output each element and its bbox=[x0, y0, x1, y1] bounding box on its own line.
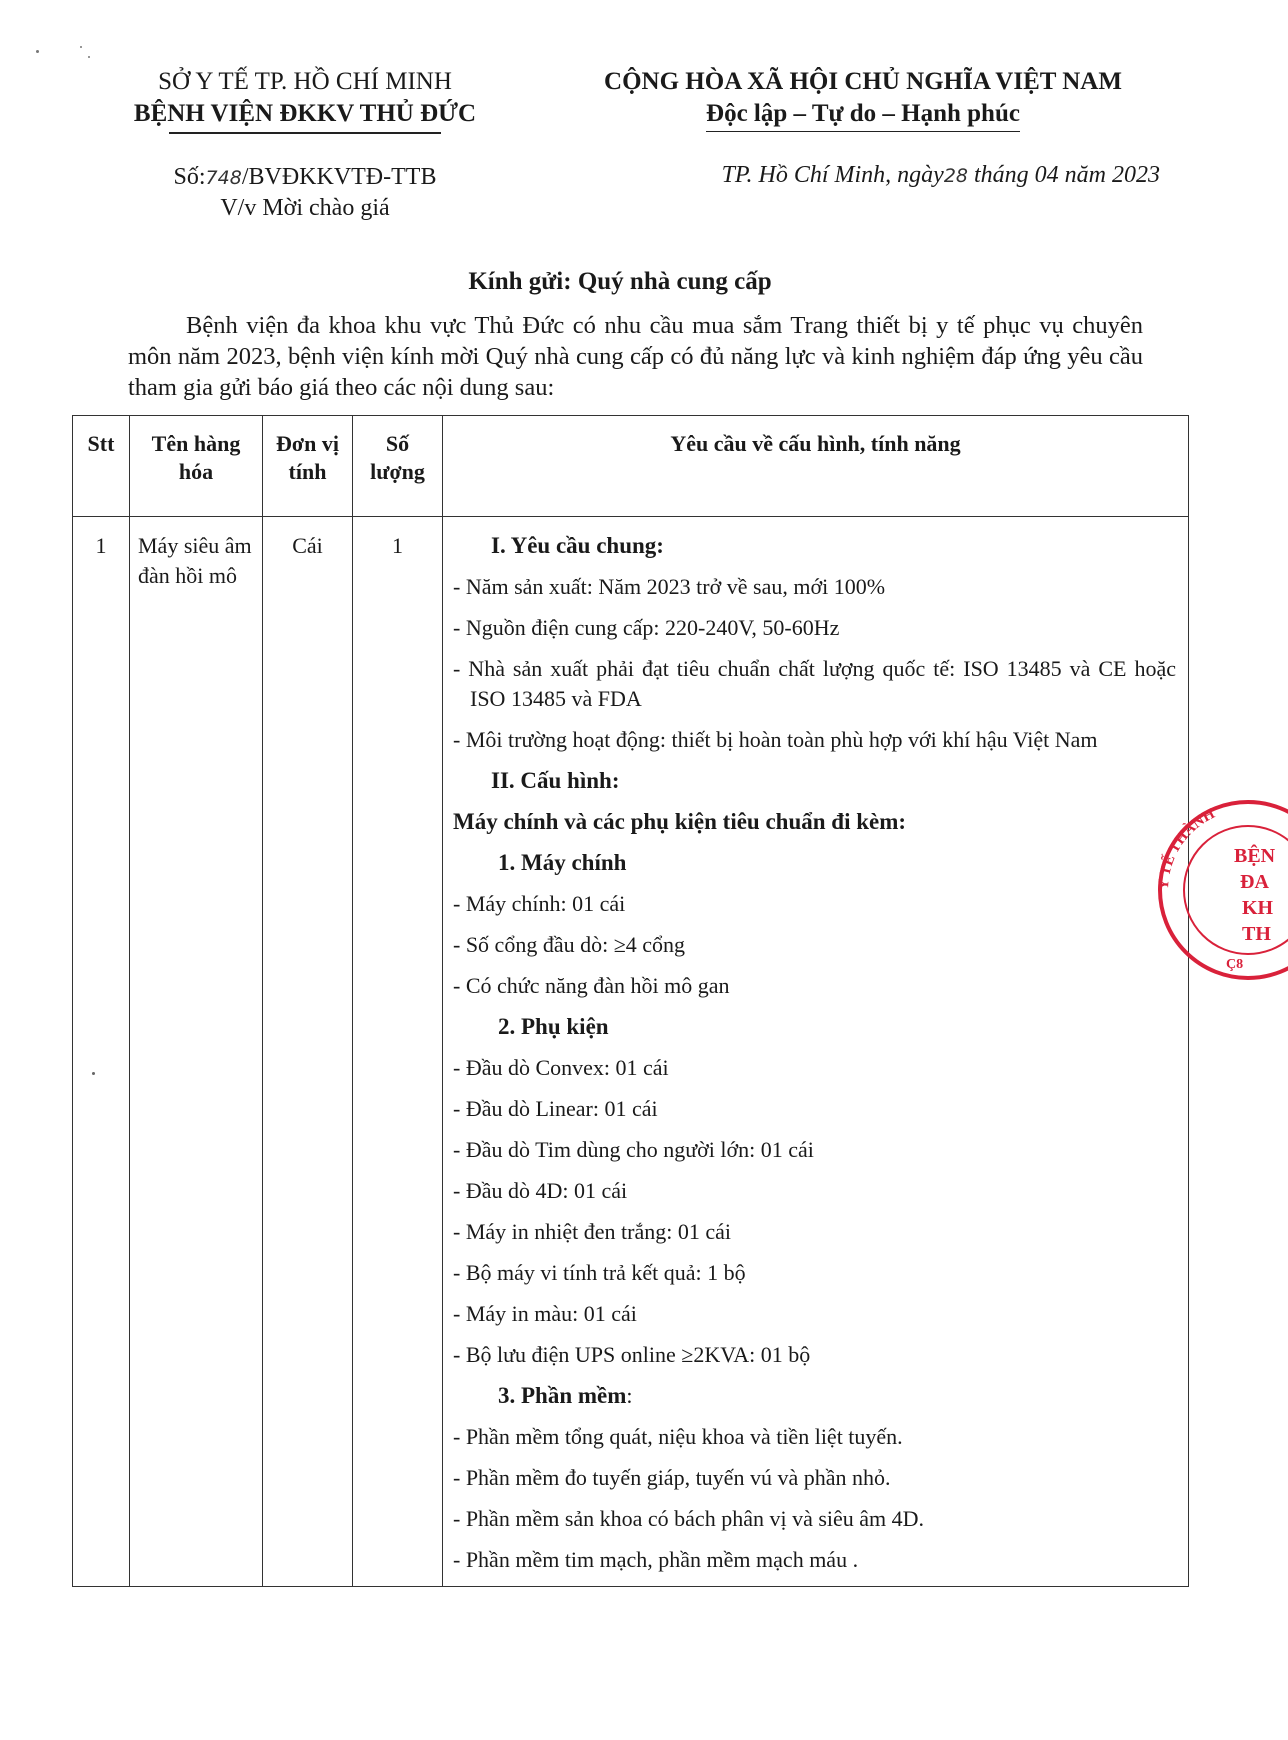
table-row bbox=[73, 517, 1189, 1587]
col-header-stt: Stt bbox=[73, 416, 130, 517]
national-title: CỘNG HÒA XÃ HỘI CHỦ NGHĨA VIỆT NAM bbox=[604, 68, 1122, 95]
stamp-bottom-text: Ç8 bbox=[1226, 957, 1244, 972]
hospital-name: BỆNH VIỆN ĐKKV THỦ ĐỨC bbox=[133, 100, 477, 127]
cell-qty: 1 bbox=[353, 517, 443, 1587]
spec-item: - Bộ lưu điện UPS online ≥2KVA: 01 bộ bbox=[453, 1342, 811, 1367]
spec-item: - Nguồn điện cung cấp: 220-240V, 50-60Hz bbox=[453, 615, 840, 640]
header-left-underline bbox=[169, 132, 441, 134]
salutation: Kính gửi: Quý nhà cung cấp bbox=[468, 268, 772, 295]
national-motto: Độc lập – Tự do – Hạnh phúc bbox=[706, 98, 1020, 132]
date-before: TP. Hồ Chí Minh, ngày bbox=[721, 162, 944, 188]
spec-item: - Máy in màu: 01 cái bbox=[453, 1301, 637, 1326]
intro-paragraph: Bệnh viện đa khoa khu vực Thủ Đức có nhu cầu mua sắm Trang thiết bị y tế phục vụ chuyên môn năm 2023, bệnh viện kính mời Quý nhà cung cấp có đủ năng lực và kinh nghiệm đáp ứng yêu cầu tham gia gửi báo giá theo các nội dung sau: bbox=[128, 312, 1143, 401]
spec-item: - Nhà sản xuất phải đạt tiêu chuẩn chất lượng quốc tế: ISO 13485 và CE hoặc ISO 13485 và FDA bbox=[453, 656, 1176, 711]
stamp-center-line: BỆN bbox=[1234, 845, 1276, 867]
spec-item: - Phần mềm sản khoa có bách phân vị và siêu âm 4D. bbox=[453, 1506, 925, 1531]
col-header-spec: Yêu cầu về cấu hình, tính năng bbox=[443, 416, 1189, 517]
doc-number-suffix: /BVĐKKVTĐ-TTB bbox=[241, 164, 437, 190]
spec-section-general: I. Yêu cầu chung: bbox=[491, 533, 664, 558]
spec-item: - Có chức năng đàn hồi mô gan bbox=[453, 973, 730, 998]
doc-subject: V/v Mời chào giá bbox=[220, 195, 390, 221]
doc-number-prefix: Số: bbox=[173, 164, 206, 190]
scan-speck bbox=[36, 50, 39, 53]
spec-item: - Phần mềm tổng quát, niệu khoa và tiền liệt tuyến. bbox=[453, 1424, 903, 1449]
spec-item: - Máy chính: 01 cái bbox=[453, 891, 626, 916]
date-after: tháng 04 năm 2023 bbox=[974, 162, 1160, 188]
stamp-ring-text bbox=[1156, 806, 1218, 891]
col-header-unit: Đơn vị tính bbox=[263, 416, 353, 517]
col-header-name: Tên hàng hóa bbox=[130, 416, 263, 517]
spec-item: - Máy in nhiệt đen trắng: 01 cái bbox=[453, 1219, 731, 1244]
col-header-qty: Số lượng bbox=[353, 416, 443, 517]
spec-sub-software-colon: : bbox=[626, 1383, 633, 1408]
scan-speck bbox=[80, 46, 82, 48]
date-day-handwritten: 28 bbox=[943, 165, 968, 187]
spec-item: - Đầu dò Convex: 01 cái bbox=[453, 1055, 669, 1080]
stamp-ring-textpath: Y TẾ THÀNH bbox=[1155, 805, 1218, 891]
spec-item: - Đầu dò 4D: 01 cái bbox=[453, 1178, 628, 1203]
doc-reference bbox=[95, 162, 515, 223]
stamp-center-line: KH bbox=[1242, 897, 1274, 919]
spec-item: - Năm sản xuất: Năm 2023 trở về sau, mới 100% bbox=[453, 574, 886, 599]
spec-item: - Đầu dò Linear: 01 cái bbox=[453, 1096, 658, 1121]
spec-item: - Số cổng đầu dò: ≥4 cổng bbox=[453, 932, 686, 957]
scan-speck bbox=[92, 1072, 95, 1075]
spec-item: - Bộ máy vi tính trả kết quả: 1 bộ bbox=[453, 1260, 746, 1285]
cell-stt: 1 bbox=[73, 517, 130, 1587]
hospital-seal-stamp bbox=[1148, 790, 1288, 990]
cell-unit: Cái bbox=[263, 517, 353, 1587]
stamp-center-line: TH bbox=[1242, 923, 1271, 945]
header-left bbox=[95, 66, 515, 134]
cell-spec bbox=[443, 517, 1189, 1587]
spec-item: - Môi trường hoạt động: thiết bị hoàn toàn phù hợp với khí hậu Việt Nam bbox=[453, 727, 1098, 752]
spec-table bbox=[72, 415, 1189, 1587]
table-header-row bbox=[73, 416, 1189, 517]
spec-sub-accessories: 2. Phụ kiện bbox=[498, 1014, 609, 1039]
spec-config-subtitle: Máy chính và các phụ kiện tiêu chuẩn đi kèm: bbox=[453, 809, 907, 834]
spec-item: - Phần mềm đo tuyến giáp, tuyến vú và phần nhỏ. bbox=[453, 1465, 891, 1490]
spec-sub-software: 3. Phần mềm bbox=[498, 1383, 627, 1408]
ministry-name: SỞ Y TẾ TP. HỒ CHÍ MINH bbox=[158, 68, 452, 95]
stamp-center-line: ĐA bbox=[1240, 871, 1269, 893]
header-right bbox=[548, 66, 1178, 132]
doc-number-handwritten: 748 bbox=[205, 167, 242, 189]
scan-speck bbox=[88, 56, 90, 58]
spec-item: - Phần mềm tim mạch, phần mềm mạch máu . bbox=[453, 1547, 859, 1572]
cell-name: Máy siêu âm đàn hồi mô bbox=[130, 517, 263, 1587]
doc-date bbox=[560, 162, 1160, 189]
spec-sub-main-unit: 1. Máy chính bbox=[498, 850, 627, 875]
spec-section-config: II. Cấu hình: bbox=[491, 768, 620, 793]
spec-item: - Đầu dò Tim dùng cho người lớn: 01 cái bbox=[453, 1137, 814, 1162]
